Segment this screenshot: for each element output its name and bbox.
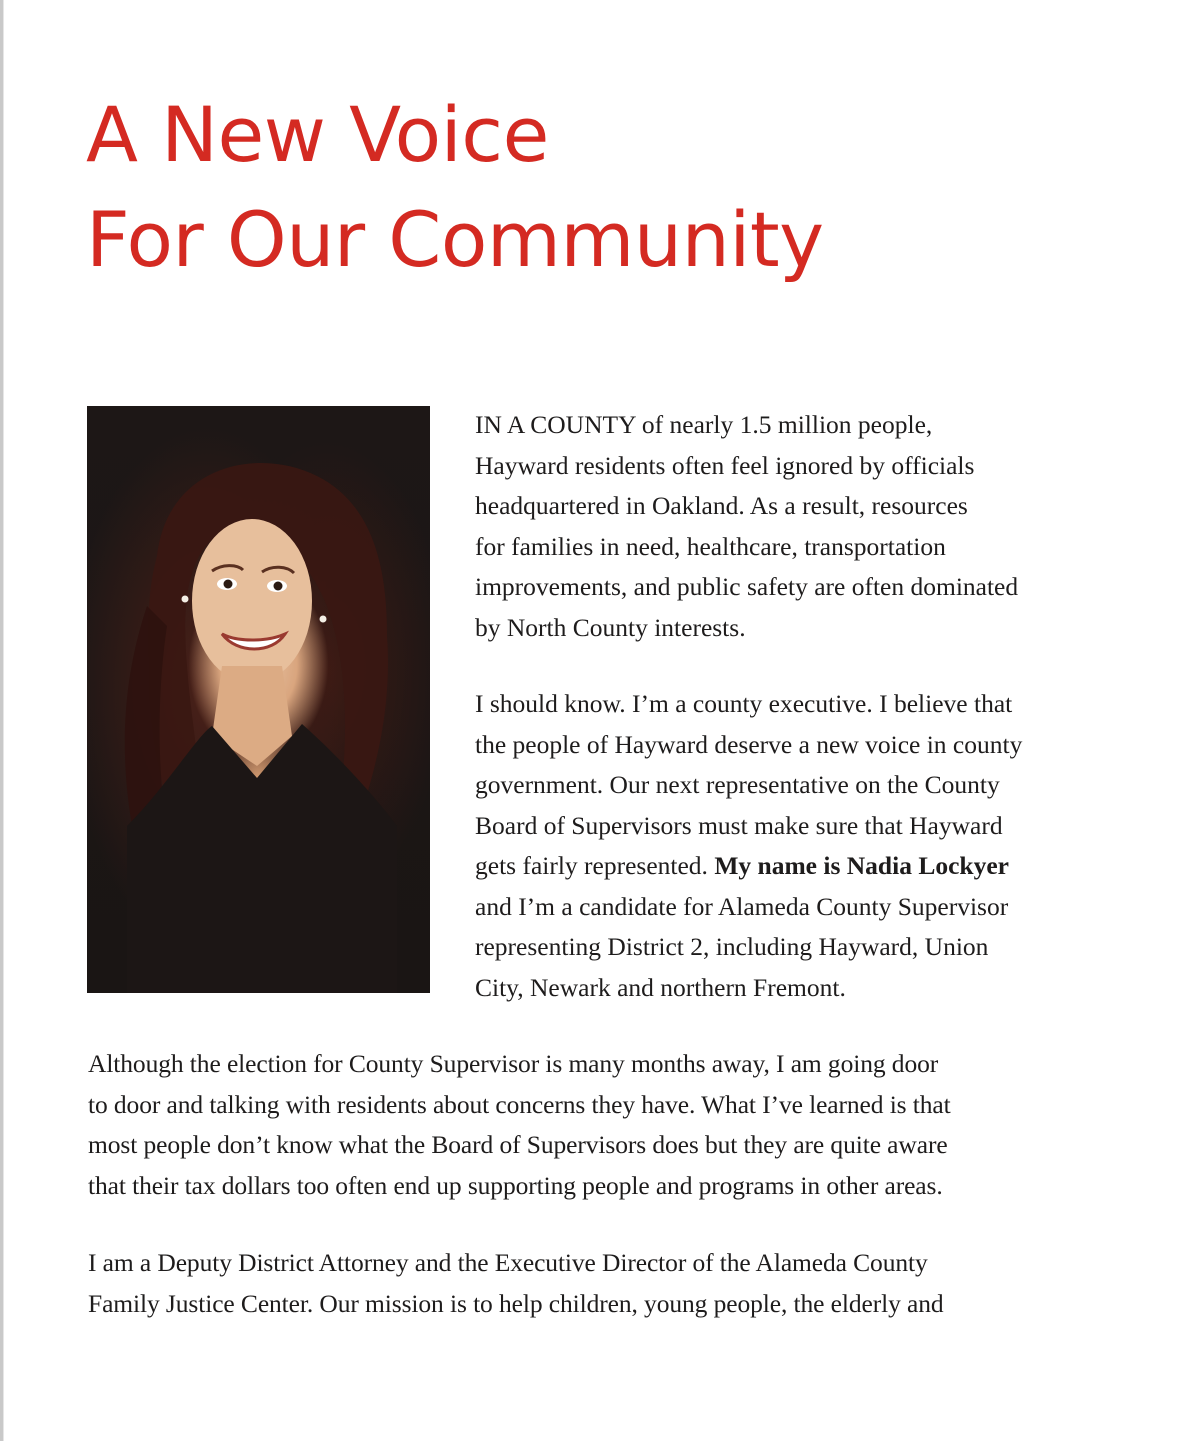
headline-line-2: For Our Community [86, 195, 824, 284]
paragraph-line: Board of Supervisors must make sure that Hayward [475, 810, 1003, 840]
paragraph-text: gets fairly represented. [475, 851, 715, 880]
paragraph-line: to door and talking with residents about concerns they have. What I’ve learned is that [88, 1089, 951, 1119]
paragraph-line: most people don’t know what the Board of Supervisors does but they are quite aware [88, 1130, 948, 1159]
paragraph-line: Hayward residents often feel ignored by officials [475, 450, 975, 480]
paragraph-line: I am a Deputy District Attorney and the Executive Director of the Alameda County [88, 1248, 928, 1277]
candidate-portrait-photo [87, 406, 430, 993]
paragraph-door-to-door [88, 1044, 951, 1206]
paragraph-line: representing District 2, including Hayward, Union [475, 932, 989, 961]
portrait-illustration [87, 406, 430, 993]
headline-line-1: A New Voice [86, 90, 549, 179]
paragraph-line: headquartered in Oakland. As a result, resources [475, 491, 968, 520]
paragraph-line: I should know. I’m a county executive. I believe that [475, 689, 1013, 718]
headline [86, 82, 824, 292]
paragraph-line: by North County interests. [475, 612, 746, 642]
paragraph-line: government. Our next representative on the County [475, 770, 1000, 799]
paragraph-line [475, 846, 1022, 887]
paragraph-line: Although the election for County Supervisor is many months away, I am going door [88, 1049, 939, 1078]
paragraph-line: City, Newark and northern Fremont. [475, 972, 846, 1002]
paragraph-credentials [88, 1243, 944, 1324]
paragraph-line: improvements, and public safety are often dominated [475, 572, 1019, 601]
paragraph-line: and I’m a candidate for Alameda County Supervisor [475, 891, 1009, 921]
paragraph-line: IN A COUNTY of nearly 1.5 million people, [475, 410, 933, 439]
candidate-name-bold: My name is Nadia Lockyer [714, 851, 1009, 880]
paragraph-intro [475, 405, 1018, 648]
paragraph-candidate-intro [475, 684, 1022, 1008]
paragraph-line: Family Justice Center. Our mission is to help children, young people, the elderly and [88, 1288, 944, 1318]
paragraph-line: the people of Hayward deserve a new voice in county [475, 729, 1023, 759]
paragraph-line: that their tax dollars too often end up supporting people and programs in other areas. [88, 1170, 943, 1200]
page-edge [0, 0, 4, 1441]
paragraph-line: for families in need, healthcare, transportation [475, 531, 946, 561]
